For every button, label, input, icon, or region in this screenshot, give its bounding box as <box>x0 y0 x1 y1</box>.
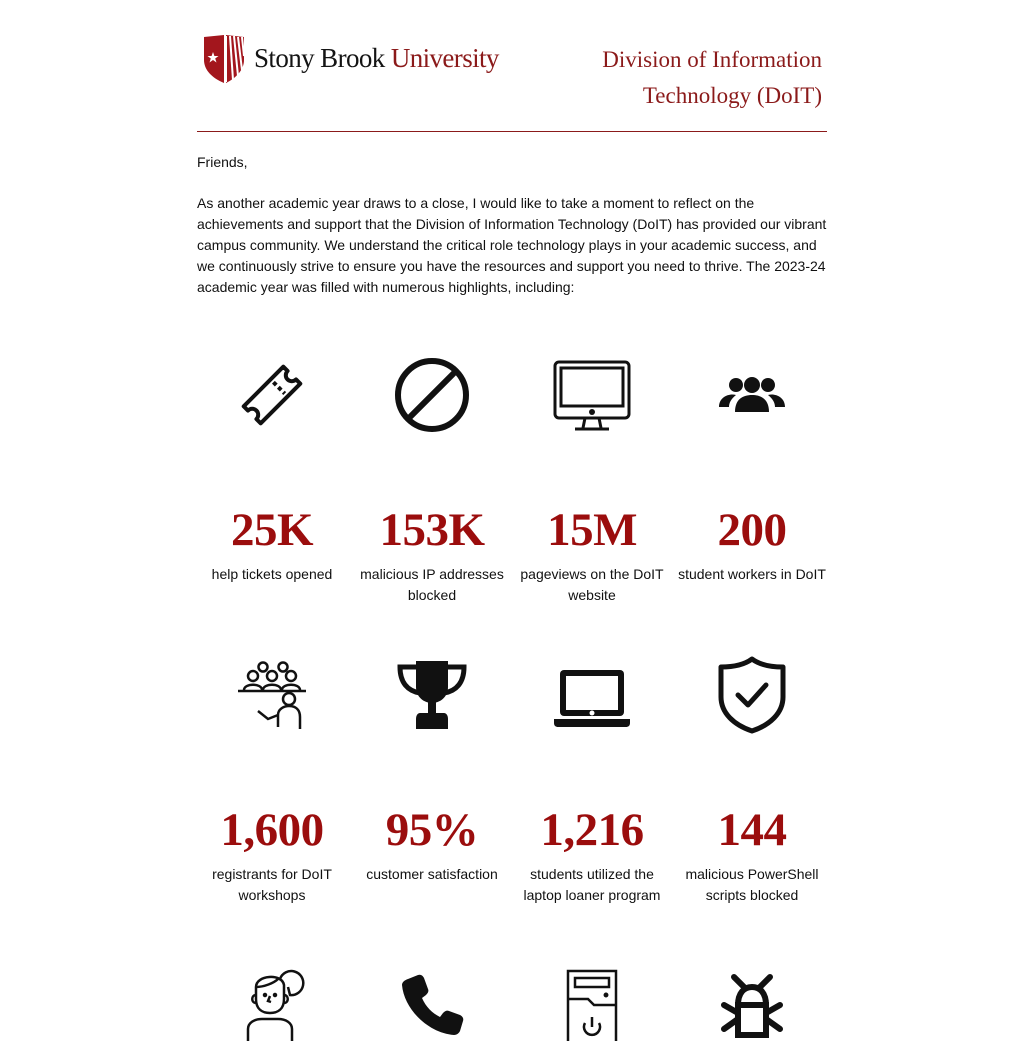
support-agent-icon <box>232 963 312 1043</box>
stat-help-tickets <box>197 355 347 585</box>
stat-value: 200 <box>717 504 787 556</box>
stat-label: malicious PowerShell scripts blocked <box>685 866 819 903</box>
stat-phone <box>357 963 507 1043</box>
intro-paragraph: As another academic year draws to a close, I would like to take a moment to reflect on the achievements and support that the Division of Information Technology (DoIT) has provided our vibrant campus community. We understand the critical role technology plays in your academic success, and we continuously strive to ensure you have the resources and support you need to thrive. The 2023-24 academic year was filled with numerous highlights, including: <box>197 195 827 295</box>
header <box>197 0 827 132</box>
stat-bug <box>677 963 827 1043</box>
phone-icon <box>392 963 472 1043</box>
stat-support-agent <box>197 963 347 1043</box>
stat-label: pageviews on the DoIT website <box>520 566 664 603</box>
blocked-icon <box>392 355 472 435</box>
logo-text-university: University <box>390 42 499 73</box>
stat-value: 153K <box>379 504 485 556</box>
stat-malicious-ips <box>357 355 507 606</box>
stat-label: malicious IP addresses blocked <box>360 566 504 603</box>
logo-wordmark <box>254 43 499 74</box>
stat-pageviews <box>517 355 667 606</box>
stat-student-workers <box>677 355 827 585</box>
stat-label: help tickets opened <box>211 566 333 582</box>
stat-workshop-registrants <box>197 655 347 906</box>
shield-check-icon <box>712 655 792 735</box>
newsletter-page <box>197 0 827 903</box>
stat-label: student workers in DoIT <box>678 566 826 582</box>
division-title-line1: Division of Information <box>602 47 822 72</box>
trophy-icon <box>392 655 472 735</box>
stat-label: customer satisfaction <box>366 866 498 882</box>
division-title <box>562 42 822 114</box>
stat-label: registrants for DoIT workshops <box>212 866 332 903</box>
bug-icon <box>712 963 792 1043</box>
stat-label: students utilized the laptop loaner program <box>523 866 661 903</box>
stat-value: 1,216 <box>540 804 644 856</box>
stat-powershell-blocked <box>677 655 827 906</box>
division-title-line2: Technology (DoIT) <box>642 83 822 108</box>
laptop-icon <box>552 655 632 735</box>
ticket-icon <box>232 355 312 435</box>
greeting: Friends, <box>197 154 248 170</box>
stat-value: 95% <box>385 804 479 856</box>
stat-value: 1,600 <box>220 804 324 856</box>
desktop-monitor-icon <box>552 355 632 435</box>
stat-customer-satisfaction <box>357 655 507 885</box>
stat-value: 144 <box>717 804 787 856</box>
computer-tower-icon <box>552 963 632 1043</box>
users-group-icon <box>712 355 792 435</box>
stat-value: 15M <box>547 504 637 556</box>
shield-logo-icon <box>202 34 246 84</box>
logo-text-stony-brook: Stony Brook <box>254 42 391 73</box>
university-logo[interactable] <box>202 34 499 84</box>
stat-laptop-loaner <box>517 655 667 906</box>
presenter-audience-icon <box>232 655 312 735</box>
stat-computer-tower <box>517 963 667 1043</box>
stat-value: 25K <box>230 504 314 556</box>
